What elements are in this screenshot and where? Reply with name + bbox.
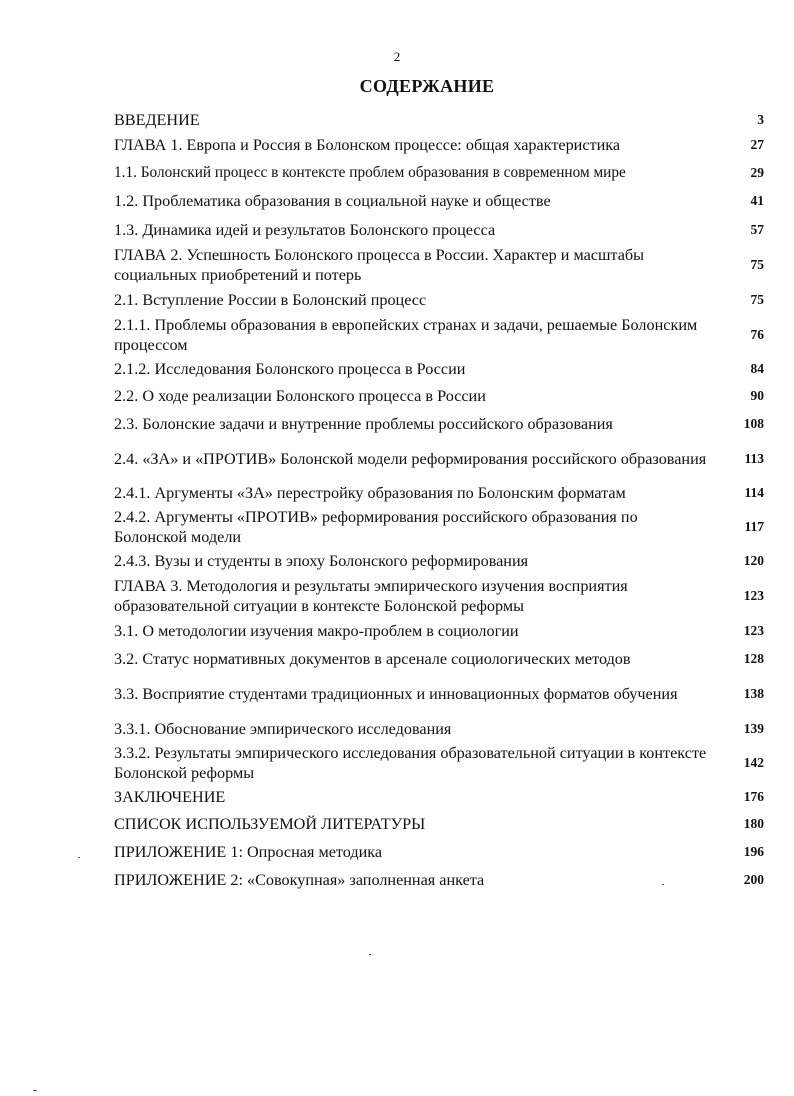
toc-entry-text: ПРИЛОЖЕНИЕ 1: Опросная методика: [114, 843, 383, 861]
toc-entry-page: 142: [743, 755, 764, 770]
toc-entry-chapter-3: [114, 575, 764, 617]
toc-entry-text: 2.1. Вступление России в Болонский процесс: [114, 291, 427, 309]
toc-entry-2-4: [114, 438, 764, 479]
toc-entry-conclusion: [114, 784, 764, 810]
toc-entry-page: 117: [744, 518, 764, 534]
toc-entry-introduction: [114, 108, 764, 131]
toc-entry-1-3: [114, 215, 764, 244]
toc-entry-page: 90: [750, 388, 764, 403]
toc-entry-page: 196: [743, 844, 764, 859]
toc-entry-2-1-2: [114, 356, 764, 382]
toc-entry-text: 2.4.3. Вузы и студенты в эпоху Болонского реформирования: [114, 552, 529, 570]
toc-entry-text: 2.4. «ЗА» и «ПРОТИВ» Болонской модели реформирования российского образования: [114, 449, 707, 468]
toc-entry-page: 108: [743, 416, 764, 431]
toc-entry-page: 27: [750, 137, 764, 152]
toc-entry-page: 3: [757, 111, 764, 127]
toc-entry-text: 2.2. О ходе реализации Болонского процесса в России: [114, 387, 486, 405]
toc-entry-3-2: [114, 645, 764, 673]
toc-entry-2-1-1: [114, 314, 764, 356]
toc-entry-page: 84: [750, 361, 764, 376]
toc-entry-2-4-1: [114, 479, 764, 506]
toc-entry-text: ГЛАВА 1. Европа и Россия в Болонском процессе: общая характеристика: [114, 136, 621, 154]
toc-entry-3-3-2: [114, 742, 764, 784]
toc-entry-page: 57: [750, 221, 764, 237]
toc-entry-page: 138: [743, 686, 764, 701]
toc-entry-text: 2.4.2. Аргументы «ПРОТИВ» реформирования российского образования по Болонской модели: [114, 507, 638, 546]
toc-entry-text: 3.3.1. Обоснование эмпирического исследования: [114, 719, 452, 738]
toc-entry-page: 114: [744, 484, 764, 500]
toc-entry-1-2: [114, 187, 764, 215]
toc-entry-text: 3.3.2. Результаты эмпирического исследования образовательной ситуации в контексте Болонской реформы: [114, 744, 707, 782]
toc-entry-2-4-3: [114, 547, 764, 575]
toc-entry-page: 123: [743, 588, 764, 603]
scan-speck: [369, 954, 371, 955]
toc-entry-page: 29: [750, 165, 764, 180]
toc-entry-page: 75: [750, 257, 764, 272]
toc-entry-2-2: [114, 382, 764, 410]
toc-entry-text: 2.3. Болонские задачи и внутренние проблемы российского образования: [114, 415, 613, 433]
toc-entry-chapter-2: [114, 244, 764, 286]
toc-entry-2-4-2: [114, 506, 764, 547]
toc-entry-chapter-1: [114, 131, 764, 159]
scan-speck: [33, 1090, 37, 1091]
scan-speck: [78, 857, 80, 858]
toc-entry-text: 2.1.2. Исследования Болонского процесса в России: [114, 360, 466, 378]
toc-entry-text: ГЛАВА 2. Успешность Болонского процесса в России. Характер и масштабы социальных приобретений и потерь: [114, 246, 645, 284]
toc-entry-page: 41: [750, 193, 764, 208]
toc-entry-3-3: [114, 673, 764, 715]
toc-entry-2-3: [114, 410, 764, 438]
table-of-contents: [114, 108, 764, 894]
toc-entry-text: 2.1.1. Проблемы образования в европейских странах и задачи, решаемые Болонским процессом: [114, 316, 698, 354]
toc-entry-text: 1.3. Динамика идей и результатов Болонского процесса: [114, 220, 496, 239]
toc-entry-page: 120: [743, 553, 764, 568]
toc-entry-2-1: [114, 286, 764, 314]
toc-entry-3-3-1: [114, 715, 764, 742]
toc-entry-text: 1.1. Болонский процесс в контексте проблем образования в современном мире: [114, 164, 626, 181]
toc-entry-page: 128: [743, 651, 764, 666]
toc-entry-text: СПИСОК ИСПОЛЬЗУЕМОЙ ЛИТЕРАТУРЫ: [114, 815, 426, 833]
toc-entry-page: 180: [743, 816, 764, 831]
toc-entry-bibliography: [114, 810, 764, 838]
toc-entry-3-1: [114, 617, 764, 645]
toc-entry-appendix-2: [114, 866, 764, 894]
toc-entry-text: ЗАКЛЮЧЕНИЕ: [114, 788, 226, 806]
scan-speck: [662, 884, 664, 885]
toc-entry-text: 3.2. Статус нормативных документов в арсенале социологических методов: [114, 650, 631, 668]
toc-entry-text: 3.3. Восприятие студентами традиционных и инновационных форматов обучения: [114, 685, 678, 703]
toc-entry-text: ПРИЛОЖЕНИЕ 2: «Совокупная» заполненная анкета: [114, 871, 485, 889]
toc-entry-text: ВВЕДЕНИЕ: [114, 110, 200, 129]
toc-entry-appendix-1: [114, 838, 764, 866]
toc-entry-page: 176: [743, 789, 764, 804]
toc-entry-text: ГЛАВА 3. Методология и результаты эмпирического изучения восприятия образовательной ситуации в контексте Болонской реформы: [114, 577, 628, 615]
toc-entry-page: 75: [750, 292, 764, 307]
toc-entry-page: 200: [743, 872, 764, 887]
toc-entry-text: 3.1. О методологии изучения макро-проблем в социологии: [114, 622, 519, 640]
toc-entry-page: 139: [743, 720, 764, 736]
page-title: СОДЕРЖАНИЕ: [359, 76, 495, 96]
toc-entry-page: 123: [743, 623, 764, 638]
toc-entry-page: 113: [744, 450, 764, 466]
page-number: 2: [393, 49, 401, 64]
toc-entry-page: 76: [750, 327, 764, 342]
toc-entry-text: 2.4.1. Аргументы «ЗА» перестройку образования по Болонским форматам: [114, 483, 626, 502]
toc-entry-1-1: [114, 159, 764, 187]
toc-entry-text: 1.2. Проблематика образования в социальной науке и обществе: [114, 192, 551, 210]
